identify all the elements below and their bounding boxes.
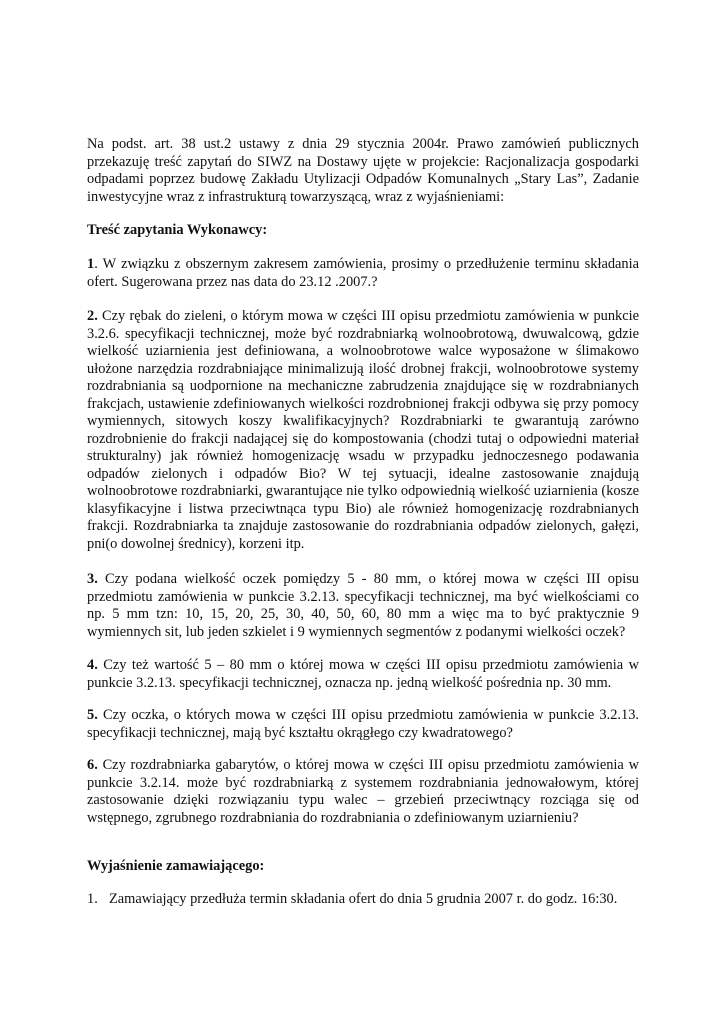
question-number: 1 <box>87 256 95 272</box>
question-3 <box>87 571 639 641</box>
question-1 <box>87 256 639 291</box>
intro-paragraph: Na podst. art. 38 ust.2 ustawy z dnia 29 stycznia 2004r. Prawo zamówień publicznych przekazuję treść zapytań do SIWZ na Dostawy ujęte w projekcie: Racjonalizacja gospodarki odpadami poprzez budowę Zakładu Utylizacji Odpadów Komunalnych „Stary Las”, Zadanie inwestycyjne wraz z infrastrukturą towarzyszącą, wraz z wyjaśnieniami: <box>87 136 639 205</box>
question-4 <box>87 657 639 692</box>
question-text: Czy rozdrabniarka gabarytów, o której mowa w części III opisu przedmiotu zamówienia w punkcie 3.2.14. może być rozdrabniarką z systemem rozdrabniania jednowałowym, której zastosowanie dzięki rozwiązaniu typu walec – grzebień przeciwtnący rozciąga się od wstępnego, zgrubnego rozdrabniania do rozdrabniania o zdefiniowanym uziarnieniu? <box>87 757 639 826</box>
question-6 <box>87 757 639 827</box>
question-text: . W związku z obszernym zakresem zamówienia, prosimy o przedłużenie terminu składania ofert. Sugerowana przez nas data do 23.12 .2007.? <box>87 256 639 290</box>
question-text: Czy rębak do zieleni, o którym mowa w części III opisu przedmiotu zamówienia w punkcie 3.2.6. specyfikacji technicznej, może być rozdrabniarką wolnoobrotową, dwuwalcową, gdzie wielkość uziarnienia jest definiowana, a wolnoobrotowe walce wyposażone w ślimakowo ułożone narzędzia rozdrabniające minimalizują ilość drobnej frakcji, wolnoobrotowe systemy rozdrabniania są uodpornione na mechaniczne zabrudzenia znajdujące się w rozdrabnianych frakcjach, ustawienie zdefiniowanych wielkości rozdrobnionej frakcji odbywa się przy pomocy wymiennych, sitowych koszy kwalifikacyjnych? Rozdrabniarki te gwarantują zarówno rozdrobnienie do frakcji nadającej się do kompostowania (chodzi tutaj o odpowiedni materiał strukturalny) jak również homogenizację wsadu w przypadku jednoczesnego podawania odpadów zielonych i odpadów Bio? W tej sytuacji, idealne zastosowanie znajdują wolnoobrotowe rozdrabniarki, gwarantujące nie tylko odpowiednią wielkość uziarnienia (kosze klasyfikacyjne i listwa przeciwtnąca typu Bio) ale również homogenizację rozdrabnianych frakcji. Rozdrabniarka ta znajduje zastosowanie do rozdrabniania odpadów zielonych, gałęzi, pni(o dowolnej średnicy), korzeni itp. <box>87 308 639 552</box>
question-2 <box>87 308 639 553</box>
question-number: 6. <box>87 757 98 773</box>
answer-1 <box>87 891 639 909</box>
question-number: 5. <box>87 707 98 723</box>
question-text: Czy podana wielkość oczek pomiędzy 5 - 80 mm, o której mowa w części III opisu przedmiotu zamówienia w punkcie 3.2.13. specyfikacji technicznej, ma być wielkościami co np. 5 mm tzn: 10, 15, 20, 25, 30, 40, 50, 60, 80 mm a więc ma to być praktycznie 9 wymiennych sit, lub jeden szkielet i 9 wymiennych segmentów z podanymi wielkości oczek? <box>87 571 639 640</box>
answers-heading: Wyjaśnienie zamawiającego: <box>87 858 265 874</box>
question-text: Czy też wartość 5 – 80 mm o której mowa w części III opisu przedmiotu zamówienia w punkcie 3.2.13. specyfikacji technicznej, oznacza np. jedną wielkość pośrednia np. 30 mm. <box>87 657 639 691</box>
question-number: 3. <box>87 571 98 587</box>
answer-text: Zamawiający przedłuża termin składania ofert do dnia 5 grudnia 2007 r. do godz. 16:30. <box>109 891 618 907</box>
question-number: 2. <box>87 308 98 324</box>
question-text: Czy oczka, o których mowa w części III opisu przedmiotu zamówienia w punkcie 3.2.13. specyfikacji technicznej, mają być kształtu okrągłego czy kwadratowego? <box>87 707 639 741</box>
answer-number: 1. <box>87 891 98 907</box>
questions-heading: Treść zapytania Wykonawcy: <box>87 222 268 238</box>
question-number: 4. <box>87 657 98 673</box>
question-5 <box>87 707 639 742</box>
